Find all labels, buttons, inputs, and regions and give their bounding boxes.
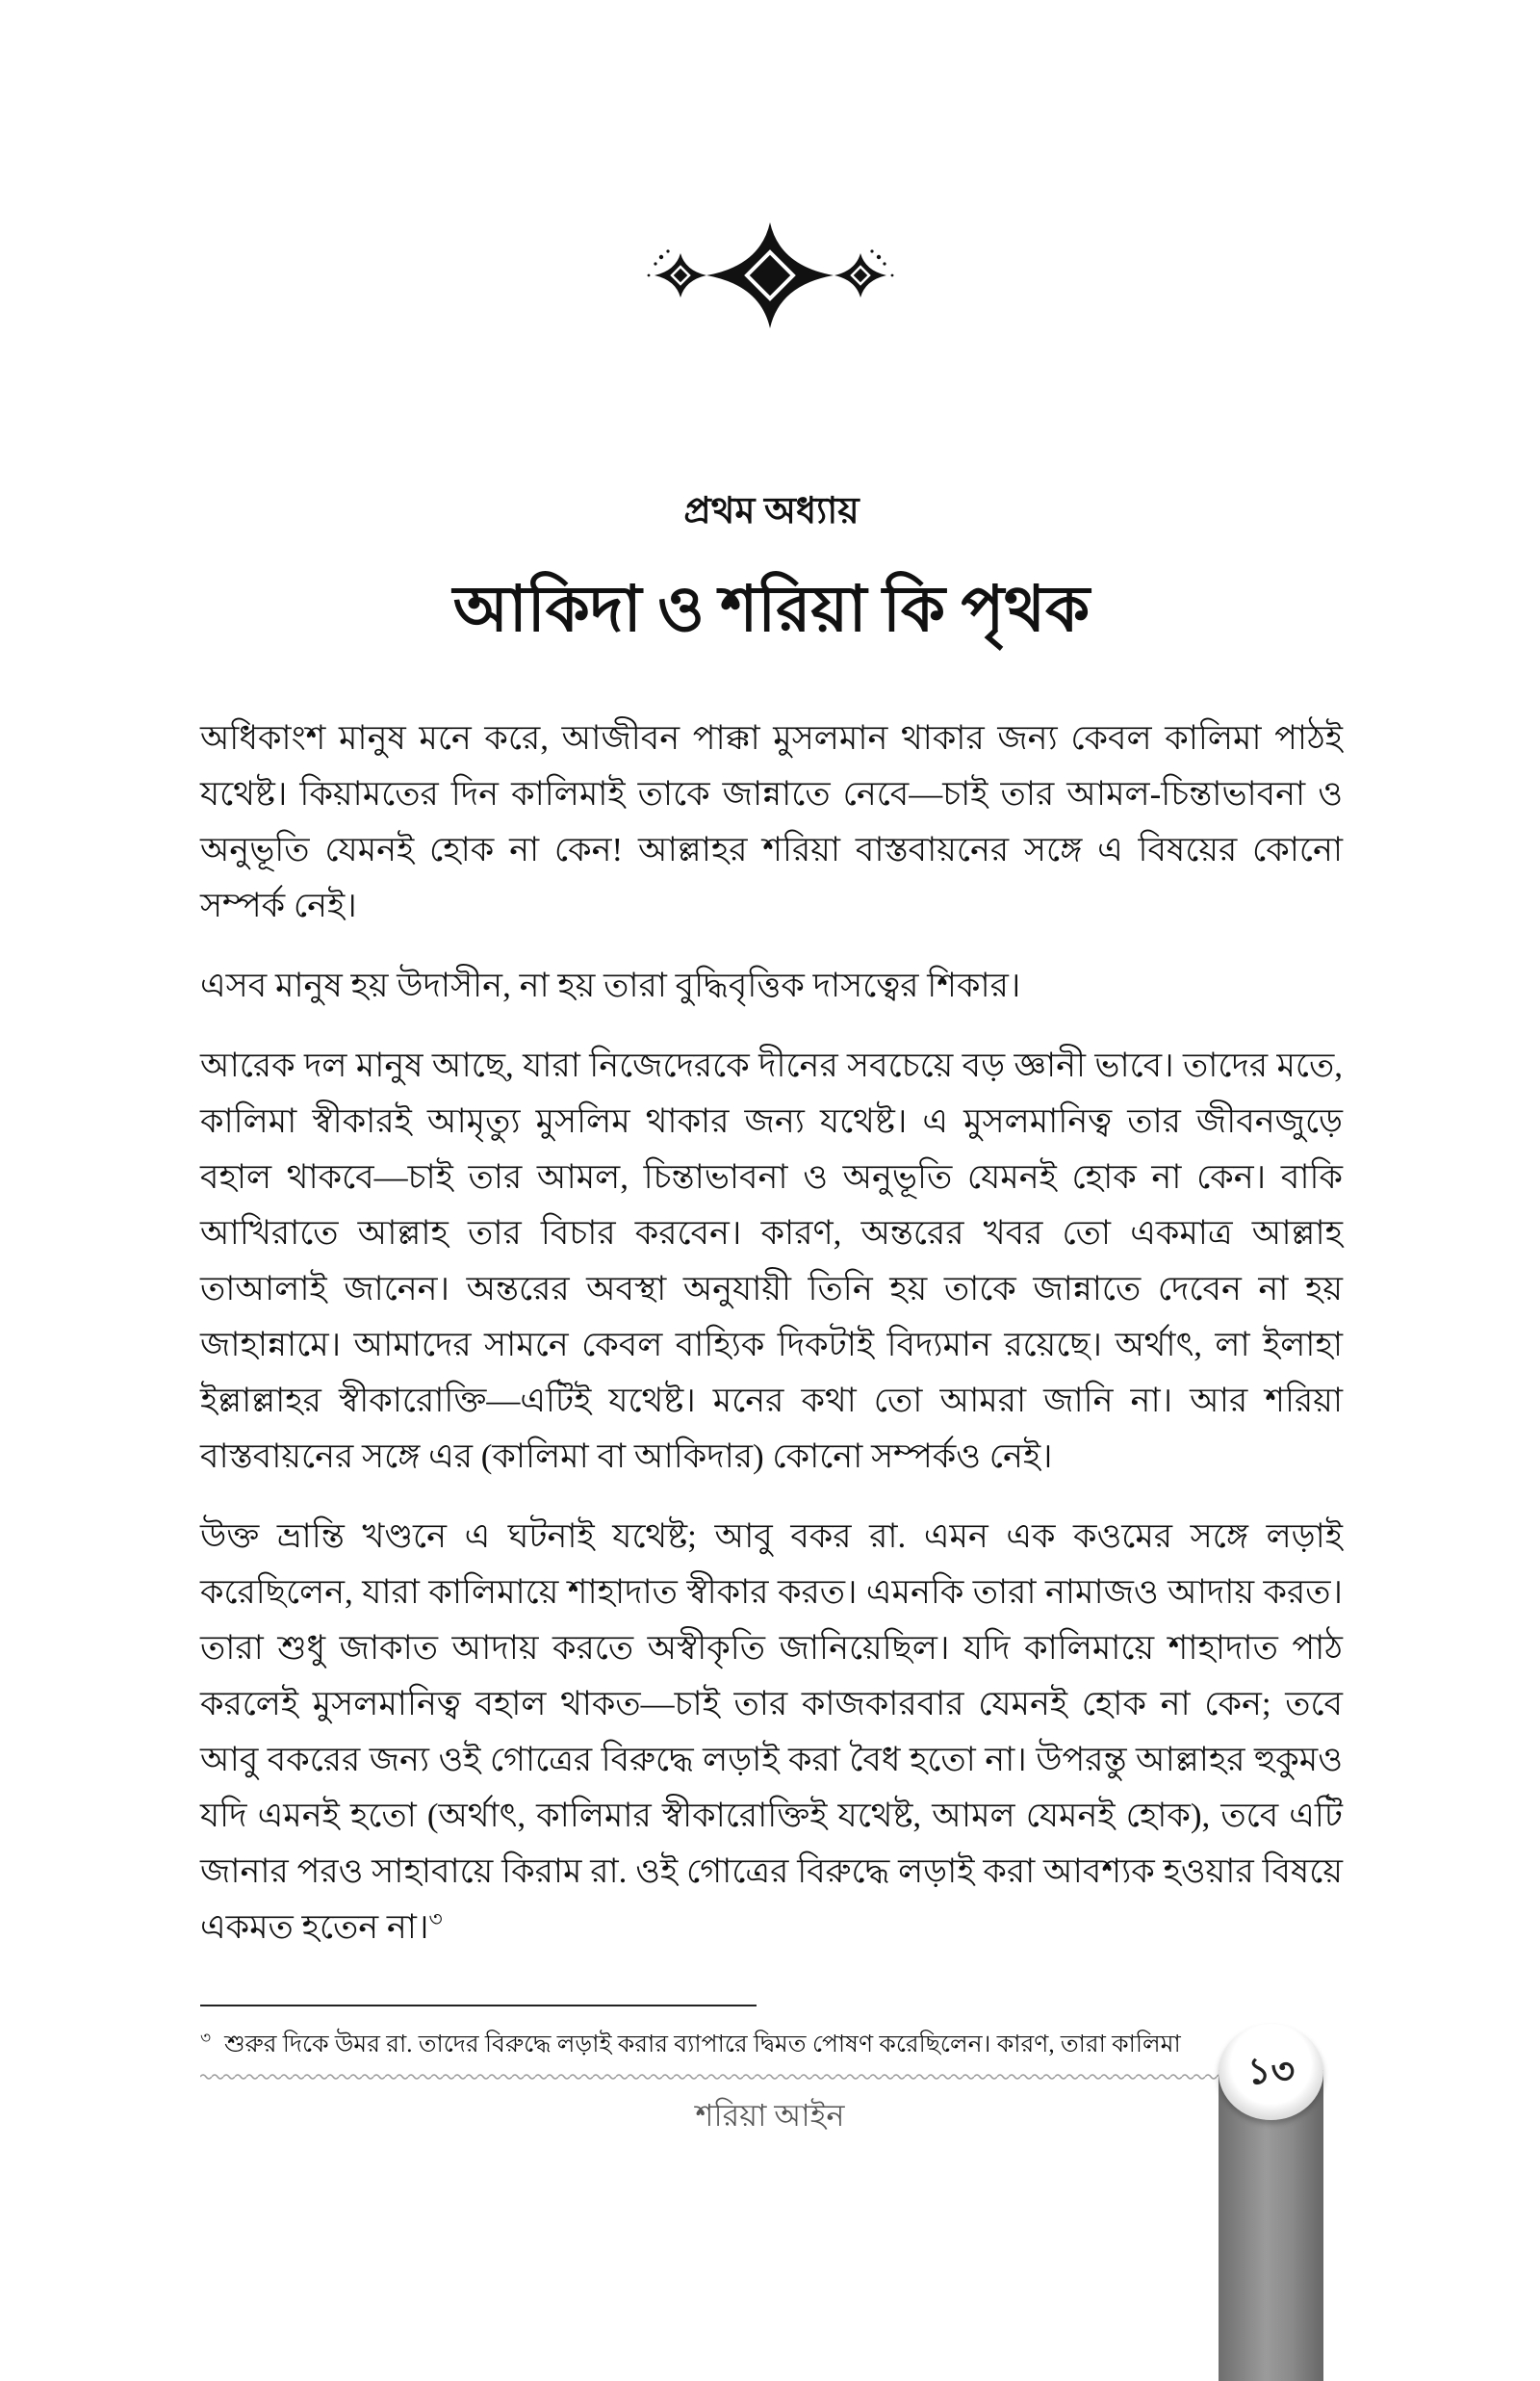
body-paragraph: অধিকাংশ মানুষ মনে করে, আজীবন পাক্কা মুসলমান থাকার জন্য কেবল কালিমা পাঠই যথেষ্ট। কিয়ামতের দিন কালিমাই তাকে জান্নাতে নেবে—চাই তার আমল-চিন্তাভাবনা ও অনুভূতি যেমনই হোক না কেন! আল্লাহর শরিয়া বাস্তবায়নের সঙ্গে এ বিষয়ের কোনো সম্পর্ক নেই। [200, 719, 1343, 924]
left-star-icon [648, 249, 706, 298]
body-text [200, 711, 1343, 1955]
wavy-divider [200, 2070, 1257, 2083]
footnote-divider [200, 2005, 757, 2006]
four-point-star-ornament-icon [626, 212, 914, 339]
chapter-label: প্রথম অধ্যায় [683, 491, 860, 531]
body-paragraph: এসব মানুষ হয় উদাসীন, না হয় তারা বুদ্ধিবৃত্তিক দাসত্বের শিকার। [200, 967, 1021, 1004]
body-paragraph: আরেক দল মানুষ আছে, যারা নিজেদেরকে দীনের সবচেয়ে বড় জ্ঞানী ভাবে। তাদের মতে, কালিমা স্বীকারই আমৃত্যু মুসলিম থাকার জন্য যথেষ্ট। এ মুসলমানিত্ব তার জীবনজুড়ে বহাল থাকবে—চাই তার আমল, চিন্তাভাবনা ও অনুভূতি যেমনই হোক না কেন। বাকি আখিরাতে আল্লাহ তার বিচার করবেন। কারণ, অন্তরের খবর তো একমাত্র আল্লাহ তাআলাই জানেন। অন্তরের অবস্থা অনুযায়ী তিনি হয় তাকে জান্নাতে দেবেন না হয় জাহান্নামে। আমাদের সামনে কেবল বাহ্যিক দিকটাই বিদ্যমান রয়েছে। অর্থাৎ, লা ইলাহা ইল্লাল্লাহর স্বীকারোক্তি—এটিই যথেষ্ট। মনের কথা তো আমরা জানি না। আর শরিয়া বাস্তবায়নের সঙ্গে এর (কালিমা বা আকিদার) কোনো সম্পর্কও নেই। [200, 1047, 1343, 1475]
right-star-icon [834, 249, 893, 298]
chapter-title: আকিদা ও শরিয়া কি পৃথক [452, 575, 1091, 645]
footnote-marker: ৩ [200, 2028, 212, 2047]
body-paragraph [200, 1509, 1343, 1955]
page-number: ১৩ [1246, 2052, 1296, 2092]
body-paragraph-text: উক্ত ভ্রান্তি খণ্ডনে এ ঘটনাই যথেষ্ট; আবু বকর রা. এমন এক কওমের সঙ্গে লড়াই করেছিলেন, যারা কালিমায়ে শাহাদাত স্বীকার করত। এমনকি তারা নামাজও আদায় করত। তারা শুধু জাকাত আদায় করতে অস্বীকৃতি জানিয়েছিল। যদি কালিমায়ে শাহাদাত পাঠ করলেই মুসলমানিত্ব বহাল থাকত—চাই তার কাজকারবার যেমনই হোক না কেন; তবে আবু বকরের জন্য ওই গোত্রের বিরুদ্ধে লড়াই করা বৈধ হতো না। উপরন্তু আল্লাহর হুকুমও যদি এমনই হতো (অর্থাৎ, কালিমার স্বীকারোক্তিই যথেষ্ট, আমল যেমনই হোক), তবে এটি জানার পরও সাহাবায়ে কিরাম রা. ওই গোত্রের বিরুদ্ধে লড়াই করা আবশ্যক হওয়ার বিষয়ে একমত হতেন না। [200, 1517, 1343, 1946]
footnote-reference[interactable]: ৩ [428, 1906, 443, 1931]
center-star-icon [706, 222, 834, 328]
footnote-text: শুরুর দিকে উমর রা. তাদের বিরুদ্ধে লড়াই করার ব্যাপারে দ্বিমত পোষণ করেছিলেন। কারণ, তারা কালিমা [224, 2032, 1181, 2057]
running-footer-book-title: শরিয়া আইন [695, 2098, 845, 2133]
footnote [200, 2026, 1343, 2064]
